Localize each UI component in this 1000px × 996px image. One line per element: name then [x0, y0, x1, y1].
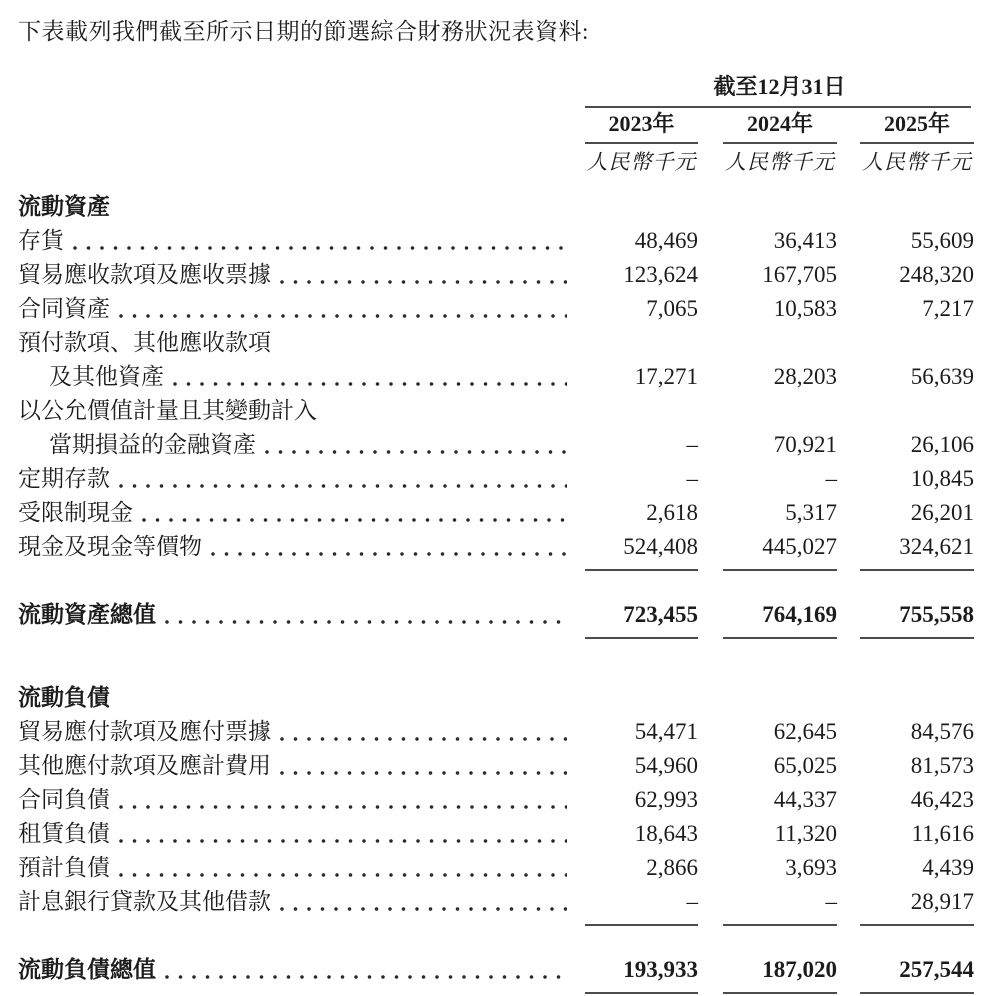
- table-row: [18, 428, 974, 462]
- table-row: [18, 462, 974, 496]
- label-cell: [18, 428, 585, 462]
- table-row: [18, 715, 974, 749]
- value-cell: 257,544: [860, 953, 974, 994]
- dot-leader: [211, 530, 567, 564]
- value-cell: 54,960: [634, 753, 698, 778]
- label-cell: [18, 496, 585, 530]
- dot-leader: [280, 885, 567, 919]
- row-label: 流動負債: [18, 685, 110, 710]
- unit-label: 人民幣千元: [586, 150, 697, 174]
- label-cell: [18, 462, 585, 496]
- value-cell: 55,609: [910, 228, 974, 253]
- label-cell: [18, 851, 585, 885]
- label-cell: [18, 360, 585, 394]
- value-cell: 324,621: [860, 530, 974, 571]
- value-cell: 167,705: [762, 262, 837, 287]
- value-cell: 65,025: [773, 753, 837, 778]
- value-cell: 5,317: [785, 500, 837, 525]
- dot-leader: [280, 258, 567, 292]
- table-row: [18, 885, 974, 926]
- section-header-row: [18, 681, 974, 715]
- row-label: 貿易應收款項及應收票據: [18, 262, 271, 287]
- year-column-header-2024: 2024年: [723, 111, 837, 144]
- value-cell: 764,169: [723, 598, 837, 639]
- row-label: 預計負債: [18, 855, 110, 880]
- label-wrap-row: [18, 326, 974, 360]
- table-row: [18, 292, 974, 326]
- year-column-header-2025: 2025年: [860, 111, 974, 144]
- header-rule: [585, 106, 971, 108]
- value-cell: 755,558: [860, 598, 974, 639]
- value-cell: –: [686, 432, 698, 457]
- value-cell: 81,573: [910, 753, 974, 778]
- value-cell: 123,624: [623, 262, 698, 287]
- dot-leader: [265, 428, 567, 462]
- value-cell: 54,471: [634, 719, 698, 744]
- row-label: 預付款項、其他應收款項: [18, 330, 271, 355]
- row-label: 定期存款: [18, 466, 110, 491]
- row-label: 以公允價值計量且其變動計入: [18, 398, 317, 423]
- table-row: [18, 783, 974, 817]
- table-row: [18, 817, 974, 851]
- dot-leader: [119, 817, 567, 851]
- total-row: [18, 598, 974, 639]
- label-cell: [18, 885, 585, 919]
- value-cell: 10,583: [773, 296, 837, 321]
- row-label: 及其他資產: [49, 364, 164, 389]
- value-cell: 56,639: [910, 364, 974, 389]
- row-label: 流動負債總值: [18, 957, 156, 982]
- total-row: [18, 953, 974, 994]
- year-column-header-2023: 2023年: [585, 111, 698, 144]
- value-cell: –: [585, 885, 698, 926]
- dot-leader: [280, 749, 567, 783]
- row-label: 受限制現金: [18, 500, 133, 525]
- value-cell: 36,413: [773, 228, 837, 253]
- dot-leader: [165, 953, 567, 987]
- value-cell: –: [825, 466, 837, 491]
- section-header-row: [18, 190, 974, 224]
- value-cell: 10,845: [910, 466, 974, 491]
- value-cell: –: [686, 466, 698, 491]
- row-label: 合同資產: [18, 296, 110, 321]
- dot-leader: [119, 462, 567, 496]
- value-cell: 44,337: [773, 787, 837, 812]
- row-label: 流動資產: [18, 194, 110, 219]
- value-cell: 3,693: [785, 855, 837, 880]
- value-cell: 28,917: [860, 885, 974, 926]
- value-cell: 11,616: [911, 821, 974, 846]
- value-cell: 193,933: [585, 953, 698, 994]
- dot-leader: [119, 292, 567, 326]
- value-cell: 7,065: [646, 296, 698, 321]
- unit-label: 人民幣千元: [725, 150, 835, 174]
- label-wrap-row: [18, 394, 974, 428]
- label-cell: [18, 258, 585, 292]
- dot-leader: [165, 598, 567, 632]
- label-cell: [18, 292, 585, 326]
- value-cell: 46,423: [910, 787, 974, 812]
- label-cell: [18, 715, 585, 749]
- value-cell: 84,576: [910, 719, 974, 744]
- value-cell: 524,408: [585, 530, 698, 571]
- value-cell: 2,866: [646, 855, 698, 880]
- label-cell: [18, 681, 585, 715]
- dot-leader: [119, 851, 567, 885]
- row-label: 存貨: [18, 228, 64, 253]
- dot-leader: [119, 783, 567, 817]
- value-cell: 18,643: [634, 821, 698, 846]
- dot-leader: [73, 224, 567, 258]
- row-label: 當期損益的金融資產: [49, 432, 256, 457]
- value-cell: 723,455: [585, 598, 698, 639]
- label-cell: [18, 190, 585, 224]
- header-spacer: [18, 74, 585, 106]
- value-cell: 70,921: [773, 432, 837, 457]
- row-label: 合同負債: [18, 787, 110, 812]
- row-label: 現金及現金等價物: [18, 534, 202, 559]
- row-label: 流動資產總值: [18, 602, 156, 627]
- year-header-row: [18, 111, 974, 144]
- label-cell: [18, 530, 585, 564]
- value-cell: 62,993: [634, 787, 698, 812]
- unit-label: 人民幣千元: [862, 150, 972, 174]
- label-cell: [18, 224, 585, 258]
- row-label: 貿易應付款項及應付票據: [18, 719, 271, 744]
- dot-leader: [173, 360, 567, 394]
- value-cell: 26,106: [910, 432, 974, 457]
- label-cell: [18, 749, 585, 783]
- table-rows: [18, 190, 974, 994]
- financial-table: [18, 74, 974, 994]
- table-row: [18, 530, 974, 571]
- value-cell: 248,320: [899, 262, 974, 287]
- value-cell: 28,203: [773, 364, 837, 389]
- table-row: [18, 360, 974, 394]
- dot-leader: [280, 715, 567, 749]
- value-cell: 17,271: [634, 364, 698, 389]
- period-header: 截至12月31日: [713, 74, 846, 99]
- value-cell: 2,618: [646, 500, 698, 525]
- value-cell: 187,020: [723, 953, 837, 994]
- label-cell: [18, 326, 585, 360]
- table-row: [18, 749, 974, 783]
- label-cell: [18, 953, 585, 987]
- label-cell: [18, 598, 585, 632]
- row-label: 租賃負債: [18, 821, 110, 846]
- dot-leader: [142, 496, 567, 530]
- page-title: 下表載列我們截至所示日期的節選綜合財務狀況表資料:: [18, 19, 589, 44]
- value-cell: 62,645: [773, 719, 837, 744]
- value-cell: 48,469: [634, 228, 698, 253]
- row-label: 計息銀行貸款及其他借款: [18, 889, 271, 914]
- table-row: [18, 496, 974, 530]
- value-cell: 7,217: [922, 296, 974, 321]
- value-cell: 11,320: [774, 821, 837, 846]
- value-cell: 26,201: [910, 500, 974, 525]
- table-row: [18, 258, 974, 292]
- value-cell: 4,439: [922, 855, 974, 880]
- table-header: [18, 74, 974, 176]
- table-row: [18, 851, 974, 885]
- unit-header-row: [18, 148, 974, 176]
- value-cell: –: [723, 885, 837, 926]
- row-label: 其他應付款項及應計費用: [18, 753, 271, 778]
- label-cell: [18, 783, 585, 817]
- label-cell: [18, 817, 585, 851]
- value-cell: 445,027: [723, 530, 837, 571]
- label-cell: [18, 394, 585, 428]
- table-row: [18, 224, 974, 258]
